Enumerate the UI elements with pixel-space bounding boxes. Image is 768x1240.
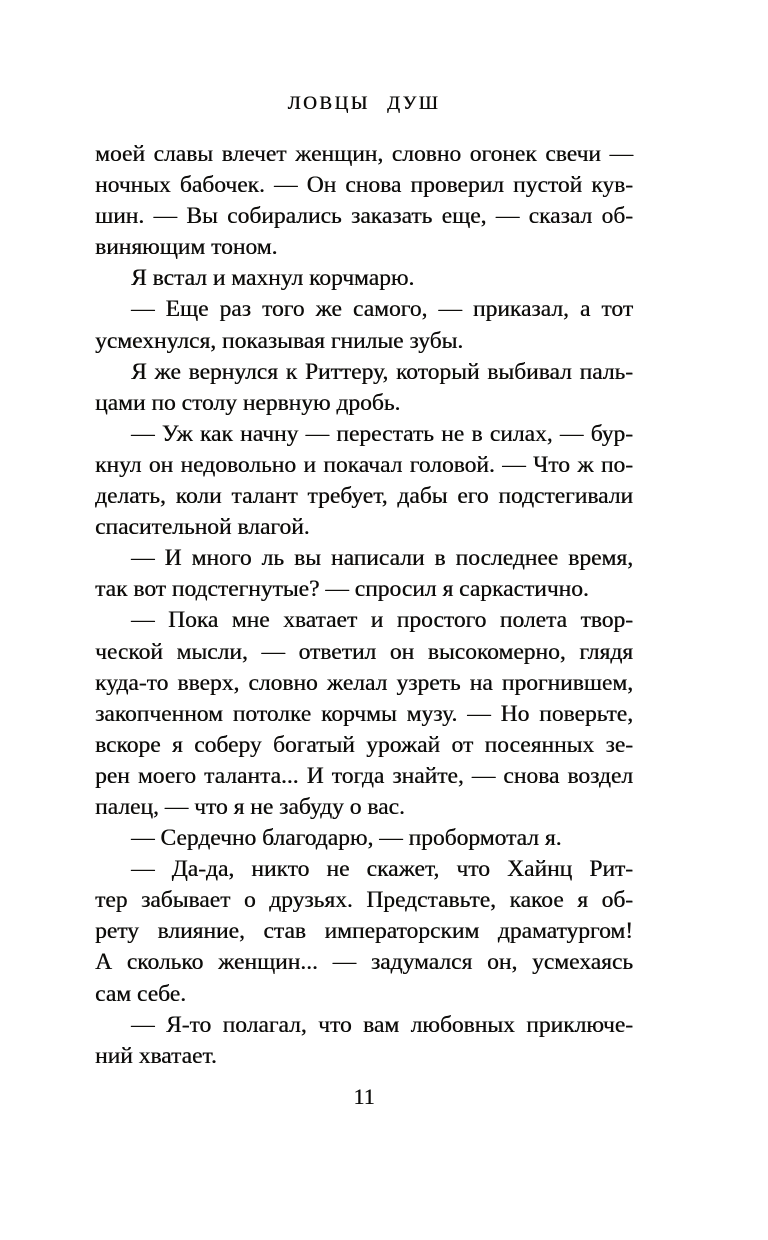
text-line: закопченном потолке корчмы музу. — Но поверьте, [95,700,633,727]
text-line: сам себе. [95,980,186,1007]
text-line: так вот подстегнутые? — спросил я саркастично. [95,576,589,603]
text-line: ночных бабочек. — Он снова проверил пустой кув- [95,172,633,199]
text-line: виняющим тоном. [95,234,278,261]
text-line: — Я-то полагал, что вам любовных приключе- [131,1011,633,1038]
text-line: — Пока мне хватает и простого полета твор- [131,607,633,634]
text-line: спасительной влагой. [95,514,310,541]
text-line: Я встал и махнул корчмарю. [131,265,415,292]
text-block [95,139,633,1072]
text-line: — Да-да, никто не скажет, что Хайнц Рит- [131,856,633,883]
text-line: Я же вернулся к Риттеру, который выбивал паль- [131,358,633,385]
page-number: 11 [353,1084,375,1109]
text-line: ческой мысли, — ответил он высокомерно, глядя [95,638,633,665]
text-line: делать, коли талант требует, дабы его подстегивали [95,483,633,510]
text-line: — Уж как начну — перестать не в силах, — бур- [131,420,633,447]
text-line: кнул он недовольно и покачал головой. — Что ж по- [95,451,633,478]
text-line: цами по столу нервную дробь. [95,389,401,416]
running-head: ЛОВЦЫ ДУШ [287,93,441,114]
text-line: — И много ль вы написали в последнее время, [131,545,633,572]
text-line: ний хватает. [95,1042,217,1069]
text-line: усмехнулся, показывая гнилые зубы. [95,327,464,354]
text-line: куда-то вверх, словно желал узреть на прогнившем, [95,669,633,696]
text-line: — Сердечно благодарю, — пробормотал я. [131,825,562,852]
text-line: шин. — Вы собирались заказать еще, — сказал об- [95,203,633,230]
text-line: моей славы влечет женщин, словно огонек свечи — [95,141,633,167]
text-line: рету влияние, став императорским драматургом! [95,918,633,945]
text-line: — Еще раз того же самого, — приказал, а тот [131,296,633,323]
text-line: рен моего таланта... И тогда знайте, — снова воздел [95,762,633,789]
text-line: А сколько женщин... — задумался он, усмехаясь [95,949,633,976]
text-line: палец, — что я не забуду о вас. [95,793,405,820]
text-line: вскоре я соберу богатый урожай от посеянных зе- [95,731,633,758]
text-line: тер забывает о друзьях. Представьте, какое я об- [95,887,633,914]
